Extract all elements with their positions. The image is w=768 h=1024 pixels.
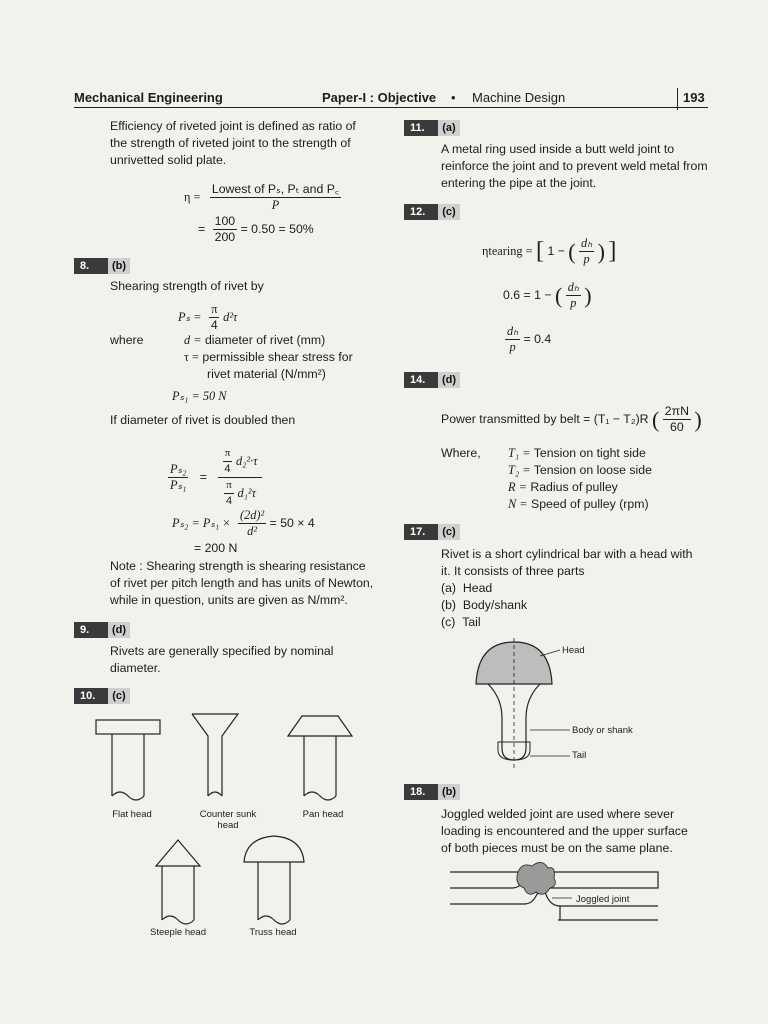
p-denominator: p xyxy=(583,252,590,266)
rivet-heads-diagram xyxy=(90,712,390,952)
tearing-efficiency-formula: ηtearing = [ 1 − ( $\frac{\text{dₕ}}{p}$ ) ] xyxy=(482,236,617,266)
where-label: Where, xyxy=(441,446,481,460)
answer-tag-18 xyxy=(404,784,460,800)
efficiency-definition xyxy=(110,118,380,169)
q17-answer-text xyxy=(441,546,716,580)
list-marker: (a) xyxy=(441,581,457,595)
list-item xyxy=(441,614,527,631)
body-shank-label: Body or shank xyxy=(572,725,633,736)
four-denominator: 4 xyxy=(225,495,233,507)
fraction-denominator: 200 xyxy=(214,230,236,244)
tau-definition xyxy=(184,349,384,366)
question-number: 17. xyxy=(404,524,438,540)
joggled-joint-diagram xyxy=(448,858,668,928)
pan-head-shank xyxy=(304,736,336,796)
text-line: of rivet per pitch length and has units of Newton, xyxy=(110,576,374,590)
four-denominator: 4 xyxy=(224,463,231,475)
answer-tag-12 xyxy=(404,204,460,220)
text-line: A metal ring used inside a butt weld joint to xyxy=(441,142,675,156)
question-number: 10. xyxy=(74,688,108,704)
ps2-result: = 200 N xyxy=(194,541,238,555)
definition-row xyxy=(508,462,718,479)
ps2-formula xyxy=(172,508,315,539)
joggled-joint-label: Joggled joint xyxy=(576,894,630,905)
definition-text: Tension on tight side xyxy=(533,446,646,460)
ps2-lhs: Pₛ₂ = Pₛ₁ × xyxy=(172,515,231,530)
ratio-top-expression xyxy=(218,446,261,478)
ps-lhs: Pₛ = xyxy=(178,309,202,324)
upper-plate-inner xyxy=(450,880,524,888)
tau-symbol: τ = xyxy=(184,350,199,364)
ps1-value: Pₛ₁ = 50 N xyxy=(172,389,227,403)
text-line: unrivetted solid plate. xyxy=(110,153,227,167)
answer-option: (c) xyxy=(438,524,460,540)
text-line: reinforce the joint and to prevent weld metal from xyxy=(441,159,708,173)
definition-symbol: R = xyxy=(508,480,527,494)
answer-option: (a) xyxy=(438,120,460,136)
answer-tag-11 xyxy=(404,120,460,136)
head-label: Head xyxy=(562,645,585,656)
text-line: entering the pipe at the joint. xyxy=(441,176,597,190)
eta-symbol: η = xyxy=(184,189,201,204)
list-marker: (c) xyxy=(441,615,456,629)
q9-answer-text xyxy=(110,643,382,677)
definition-row xyxy=(508,445,718,462)
lower-plate-edge xyxy=(558,906,658,920)
answer-option: (d) xyxy=(438,372,460,388)
efficiency-formula xyxy=(184,182,341,213)
definition-row xyxy=(508,496,718,513)
text-line: Efficiency of riveted joint is defined as ratio of xyxy=(110,119,356,133)
definition-text: Speed of pulley (rpm) xyxy=(531,497,649,511)
two-pi-n: 2πN xyxy=(664,404,689,418)
eta-numerator: Lowest of Pₛ, Pₜ and P꜀ xyxy=(211,182,340,196)
steeple-head-shank xyxy=(162,866,194,920)
truss-head-label: Truss head xyxy=(249,927,297,938)
d-definition xyxy=(184,332,384,349)
answer-option: (b) xyxy=(108,258,130,274)
answer-option: (b) xyxy=(438,784,460,800)
flat-head-shank xyxy=(112,734,144,796)
counter-sunk-shape xyxy=(192,714,238,796)
efficiency-value xyxy=(198,214,314,245)
answer-option: (c) xyxy=(108,688,130,704)
rivet-parts-list xyxy=(441,580,527,631)
tail-label: Tail xyxy=(572,750,587,761)
belt-definitions xyxy=(508,445,718,513)
truss-head-shank xyxy=(258,862,290,920)
dh-numerator: dₕ xyxy=(581,236,593,250)
power-expression: Power transmitted by belt = (T₁ − T₂)R xyxy=(441,411,649,426)
ps2-denominator: d² xyxy=(247,524,258,538)
header-topic: Machine Design xyxy=(472,90,566,105)
answer-tag-9 xyxy=(74,622,130,638)
definition-text: Radius of pulley xyxy=(530,480,618,494)
list-item xyxy=(441,580,527,597)
list-text: Tail xyxy=(462,615,481,629)
ratio-value: = 0.4 xyxy=(523,331,552,346)
tau-description-cont: rivet material (N/mm²) xyxy=(207,367,326,381)
header-paper: Paper-I : Objective xyxy=(322,90,437,105)
rivet-anatomy-diagram xyxy=(470,638,670,778)
flat-head-label: Flat head xyxy=(112,809,152,820)
flat-head-shape xyxy=(96,720,160,734)
tearing-substitution: 0.6 = 1 − ( $\frac{\text{dₕ}}{p}$ ) xyxy=(503,280,592,310)
text-line: Note : Shearing strength is shearing resistance xyxy=(110,559,366,573)
text-line: of both pieces must be on the same plane. xyxy=(441,841,673,855)
dh-numerator: dₕ xyxy=(507,324,519,338)
p-denominator: p xyxy=(509,340,516,354)
d-description: diameter of rivet (mm) xyxy=(204,333,326,347)
answer-tag-8 xyxy=(74,258,130,274)
text-line: diameter. xyxy=(110,661,161,675)
definition-text: Tension on loose side xyxy=(533,463,652,477)
pi-symbol: π xyxy=(224,478,234,494)
one-minus: 1 − xyxy=(547,243,565,258)
answer-option: (c) xyxy=(438,204,460,220)
definition-symbol: N = xyxy=(508,497,528,511)
d-squared-tau: d²τ xyxy=(223,309,238,324)
truss-head-shape xyxy=(244,836,304,862)
text-line: Rivets are generally specified by nominal xyxy=(110,644,334,658)
text-line: Rivet is a short cylindrical bar with a head with xyxy=(441,547,693,561)
point-six-eq: 0.6 = 1 − xyxy=(503,287,552,302)
doubled-statement: If diameter of rivet is doubled then xyxy=(110,413,296,427)
pan-head-tail xyxy=(304,792,336,800)
question-number: 11. xyxy=(404,120,438,136)
four-denominator: 4 xyxy=(210,318,218,332)
list-text: Head xyxy=(462,581,493,595)
ratio-denominator: Pₛ₁ xyxy=(170,478,187,492)
dh-numerator: dₕ xyxy=(567,280,579,294)
question-number: 18. xyxy=(404,784,438,800)
q18-answer-text xyxy=(441,806,716,857)
ratio-bottom-expression xyxy=(220,478,260,509)
ratio-numerator: Pₛ₂ xyxy=(170,462,187,476)
sixty: 60 xyxy=(670,420,684,434)
eta-tearing: ηtearing = xyxy=(482,243,533,258)
steeple-head-shape xyxy=(156,840,200,866)
answer-tag-10 xyxy=(74,688,130,704)
where-label: where xyxy=(110,333,144,347)
question-number: 8. xyxy=(74,258,108,274)
steeple-head-tail xyxy=(162,916,194,924)
equals-sign: = xyxy=(199,469,207,484)
answer-tag-17 xyxy=(404,524,460,540)
shearing-title: Shearing strength of rivet by xyxy=(110,279,264,293)
head-leader xyxy=(540,650,560,656)
question-number: 9. xyxy=(74,622,108,638)
text-line: it. It consists of three parts xyxy=(441,564,585,578)
counter-sunk-label xyxy=(188,809,268,831)
pan-head-label: Pan head xyxy=(302,809,344,820)
text-line: loading is encountered and the upper surface xyxy=(441,824,688,838)
header-subject: Mechanical Engineering xyxy=(74,90,223,105)
ps2-numerator: (2d)² xyxy=(240,508,265,522)
definition-row xyxy=(508,479,718,496)
list-item xyxy=(441,597,527,614)
d-symbol: d = xyxy=(184,333,202,347)
header-bullet: • xyxy=(451,90,456,105)
efficiency-result: = 0.50 = 50% xyxy=(240,221,314,236)
text-line: Joggled welded joint are used where sever xyxy=(441,807,675,821)
question-number: 14. xyxy=(404,372,438,388)
tau-description: permissible shear stress for xyxy=(202,350,353,364)
steeple-head-label: Steeple head xyxy=(150,927,206,938)
power-formula: Power transmitted by belt = (T₁ − T₂)R ( $\frac{2\pi N}{60}$ ) xyxy=(441,404,702,434)
equals-sign: = xyxy=(198,221,206,236)
pi-symbol: π xyxy=(211,302,218,316)
note-paragraph xyxy=(110,558,382,609)
pan-head-shape xyxy=(288,716,352,736)
eta-denominator: P xyxy=(271,198,280,212)
flat-head-tail xyxy=(112,792,144,800)
ratio-formula xyxy=(168,446,262,509)
answer-option: (d) xyxy=(108,622,130,638)
q11-answer-text xyxy=(441,141,713,192)
d1-term: d₁²τ xyxy=(237,485,256,500)
list-marker: (b) xyxy=(441,598,457,612)
pi-symbol: π xyxy=(223,446,233,462)
answer-tag-14 xyxy=(404,372,460,388)
counter-sunk-tail xyxy=(208,792,222,796)
text-line: Counter sunk xyxy=(199,809,257,820)
shear-formula xyxy=(178,302,237,333)
dh-over-p-result xyxy=(505,324,551,355)
d2-term: d₂²·τ xyxy=(235,453,258,468)
question-number: 12. xyxy=(404,204,438,220)
list-text: Body/shank xyxy=(462,598,528,612)
text-line: head xyxy=(217,820,239,831)
page-number: 193 xyxy=(683,90,705,105)
fraction-numerator: 100 xyxy=(214,214,236,228)
truss-head-tail xyxy=(258,916,290,924)
text-line: the strength of riveted joint to the strength of xyxy=(110,136,351,150)
definition-symbol: T₁ = xyxy=(508,446,531,460)
definition-symbol: T₂ = xyxy=(508,463,531,477)
header-rule xyxy=(74,107,708,108)
text-line: while in question, units are given as N/mm². xyxy=(110,593,348,607)
p-denominator: p xyxy=(570,296,577,310)
weld-bead xyxy=(517,862,555,894)
ps2-product: = 50 × 4 xyxy=(269,515,315,530)
